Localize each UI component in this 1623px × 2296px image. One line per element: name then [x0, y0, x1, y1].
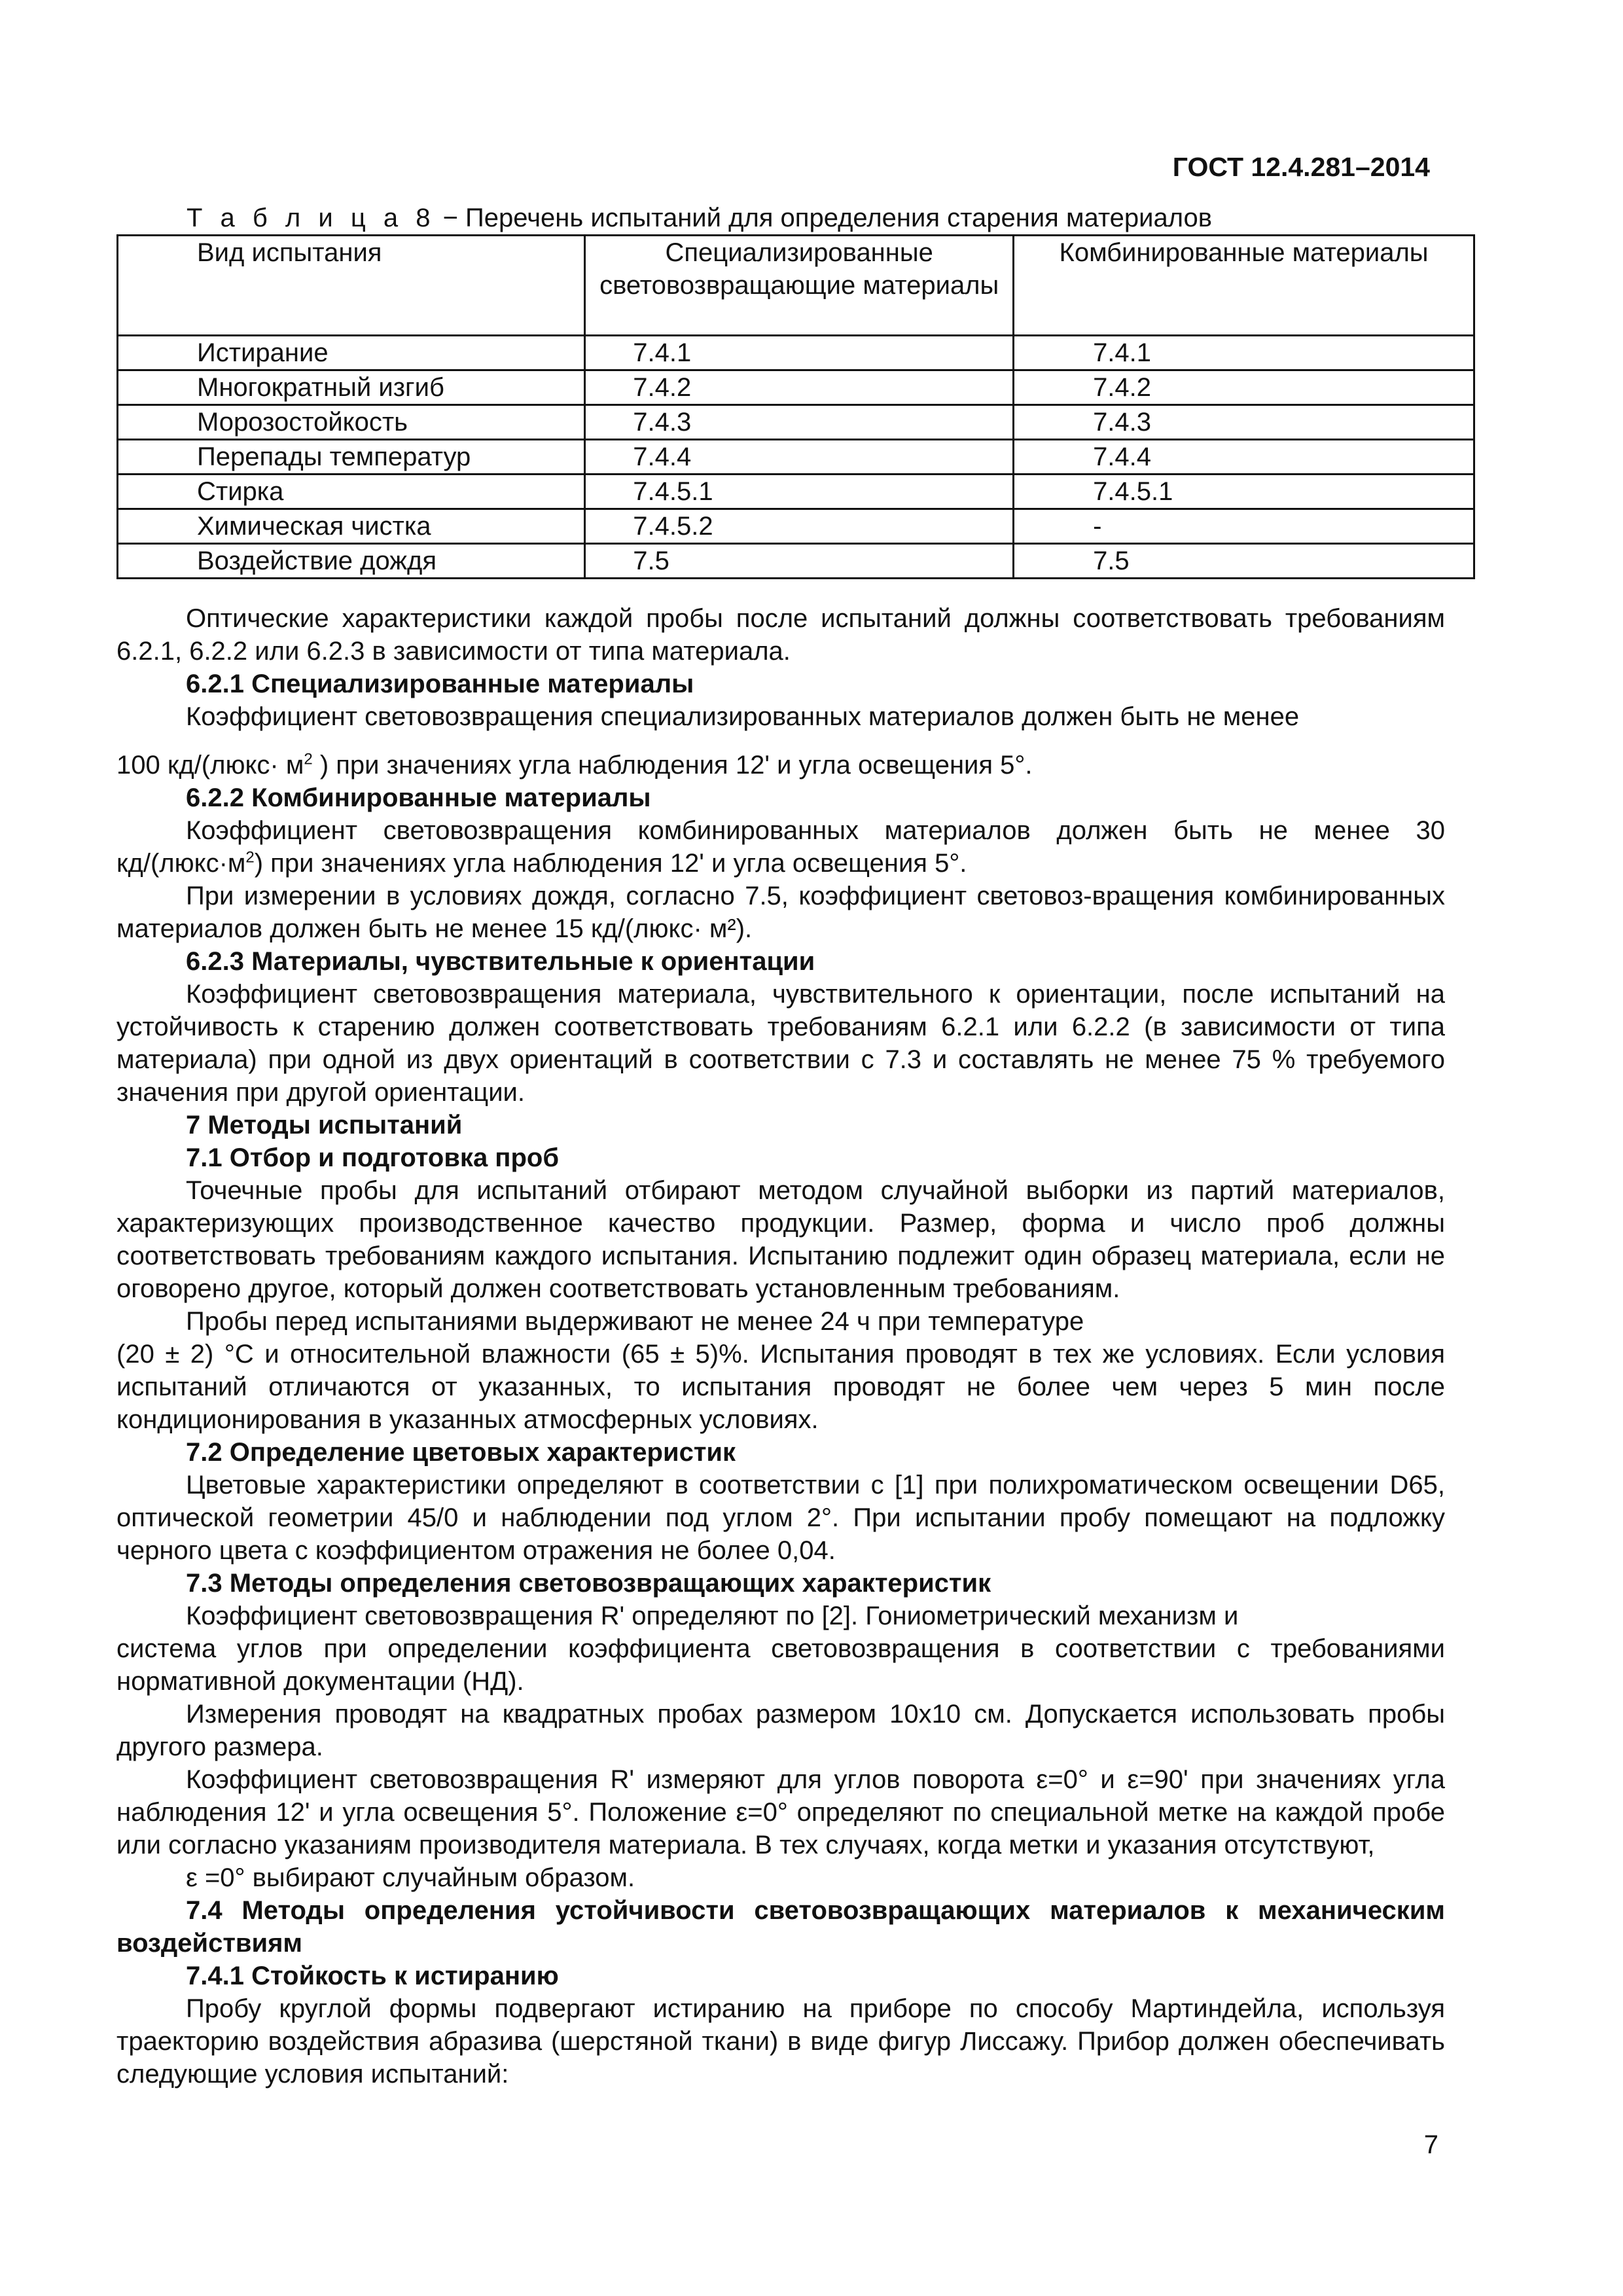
section-heading-6-2-1: 6.2.1 Специализированные материалы — [186, 670, 694, 698]
paragraph-7-3-a: Коэффициент световозвращения R' определяют по [2]. Гониометрический механизм и — [186, 1602, 1239, 1630]
column-header-specialized: Специализированные световозвращающие материалы — [585, 236, 1014, 336]
table-header-row — [118, 236, 1474, 336]
page-number: 7 — [1423, 2130, 1438, 2159]
document-body — [116, 602, 1445, 2090]
table-caption — [187, 202, 1212, 234]
aging-tests-table — [116, 234, 1475, 579]
section-heading-6-2-3: 6.2.3 Материалы, чувствительные к ориентации — [186, 947, 815, 976]
table-cell: Химическая чистка — [118, 509, 585, 544]
text-run: Коэффициент световозвращения комбинированных материалов должен быть не менее 30 кд/(люкс·м — [116, 816, 1445, 878]
table-cell: 7.5 — [585, 544, 1014, 579]
paragraph-7-3-a-cont: система углов при определении коэффициента световозвращения в соответствии с требованиями нормативной документации (НД). — [116, 1634, 1445, 1696]
table-cell: 7.4.1 — [585, 336, 1014, 370]
spacer — [116, 733, 1445, 749]
paragraph-6-2-1-b — [116, 749, 1445, 781]
section-heading-7-1: 7.1 Отбор и подготовка проб — [186, 1143, 560, 1172]
paragraph-7-1-b: Пробы перед испытаниями выдерживают не менее 24 ч при температуре — [186, 1307, 1084, 1336]
table-cell: 7.4.4 — [1014, 440, 1474, 475]
paragraph-7-1-c: (20 ± 2) °С и относительной влажности (65 ± 5)%. Испытания проводят в тех же условиях. Если условия испытаний отличаются от указанных, то испытания проводят не более чем через 5 мин после кондиционирования в указанных атмосферных условиях. — [116, 1340, 1445, 1434]
paragraph-7-4-1: Пробу круглой формы подвергают истиранию на приборе по способу Мартиндейла, используя траекторию воздействия абразива (шерстяной ткани) в виде фигур Лиссажу. Прибор должен обеспечивать следующие условия испытаний: — [116, 1994, 1445, 2089]
paragraph-optical-requirements: Оптические характеристики каждой пробы после испытаний должны соответствовать требованиям 6.2.1, 6.2.2 или 6.2.3 в зависимости от типа материала. — [116, 604, 1445, 666]
text-run: ) при значениях угла наблюдения 12' и угла освещения 5°. — [254, 849, 967, 878]
table-caption-text: − Перечень испытаний для определения старения материалов — [435, 204, 1213, 232]
text-run: 100 кд/(люкс· м — [116, 751, 304, 780]
paragraph-6-2-3: Коэффициент световозвращения материала, чувствительного к ориентации, после испытаний на устойчивость к старению должен соответствовать требованиям 6.2.1 или 6.2.2 (в зависимости от типа материала) при одной из двух ориентаций в соответствии с 7.3 и составлять не менее 75 % требуемого значения при другой ориентации. — [116, 980, 1445, 1107]
table-cell: Морозостойкость — [118, 405, 585, 440]
section-heading-7-2: 7.2 Определение цветовых характеристик — [186, 1438, 736, 1467]
table-row — [118, 440, 1474, 475]
table-cell: 7.4.2 — [1014, 370, 1474, 405]
table-cell: Перепады температур — [118, 440, 585, 475]
table-cell: Истирание — [118, 336, 585, 370]
table-cell: 7.4.1 — [1014, 336, 1474, 370]
column-header-combined: Комбинированные материалы — [1014, 236, 1474, 336]
paragraph-7-3-d: ε =0° выбирают случайным образом. — [186, 1863, 635, 1892]
table-cell: Стирка — [118, 475, 585, 509]
table-caption-label: Т а б л и ц а 8 — [187, 204, 436, 232]
table-row — [118, 336, 1474, 370]
table-cell: 7.4.4 — [585, 440, 1014, 475]
table-cell: 7.5 — [1014, 544, 1474, 579]
table-row — [118, 509, 1474, 544]
table-row — [118, 475, 1474, 509]
table-row — [118, 370, 1474, 405]
paragraph-7-3-b: Измерения проводят на квадратных пробах размером 10х10 см. Допускается использовать пробы другого размера. — [116, 1700, 1445, 1761]
table-row — [118, 544, 1474, 579]
table-row — [118, 405, 1474, 440]
section-heading-7-3: 7.3 Методы определения световозвращающих характеристик — [186, 1569, 991, 1598]
table-cell: 7.4.3 — [585, 405, 1014, 440]
section-heading-7-4: 7.4 Методы определения устойчивости световозвращающих материалов к механическим воздействиям — [116, 1896, 1445, 1958]
table-cell: 7.4.5.1 — [585, 475, 1014, 509]
paragraph-6-2-2-b: При измерении в условиях дождя, согласно 7.5, коэффициент световоз-вращения комбинированных материалов должен быть не менее 15 кд/(люкс· м²). — [116, 882, 1445, 943]
paragraph-6-2-2-a — [116, 814, 1445, 880]
superscript: 2 — [304, 750, 313, 768]
text-run: ) при значениях угла наблюдения 12' и угла освещения 5°. — [312, 751, 1033, 780]
table-cell: Многократный изгиб — [118, 370, 585, 405]
column-header-test-type: Вид испытания — [118, 236, 585, 336]
table-cell: 7.4.5.2 — [585, 509, 1014, 544]
section-heading-7: 7 Методы испытаний — [186, 1111, 463, 1139]
section-heading-6-2-2: 6.2.2 Комбинированные материалы — [186, 783, 651, 812]
table-cell: Воздействие дождя — [118, 544, 585, 579]
paragraph-7-1-a: Точечные пробы для испытаний отбирают методом случайной выборки из партий материалов, характеризующих производственное качество продукции. Размер, форма и число проб должны соответствовать требованиям каждого испытания. Испытанию подлежит один образец материала, если не оговорено другое, который должен соответствовать установленным требованиям. — [116, 1176, 1445, 1303]
document-code: ГОСТ 12.4.281–2014 — [1172, 152, 1430, 182]
table-cell: 7.4.3 — [1014, 405, 1474, 440]
table-cell: - — [1014, 509, 1474, 544]
table-cell: 7.4.2 — [585, 370, 1014, 405]
paragraph-6-2-1-a: Коэффициент световозвращения специализированных материалов должен быть не менее — [186, 702, 1300, 731]
section-heading-7-4-1: 7.4.1 Стойкость к истиранию — [186, 1962, 559, 1990]
paragraph-7-3-c: Коэффициент световозвращения R' измеряют для углов поворота ε=0° и ε=90' при значениях угла наблюдения 12' и угла освещения 5°. Положение ε=0° определяют по специальной метке на каждой пробе или согласно указаниям производителя материала. В тех случаях, когда метки и указания отсутствуют, — [116, 1765, 1445, 1859]
superscript: 2 — [245, 848, 255, 867]
table-cell: 7.4.5.1 — [1014, 475, 1474, 509]
paragraph-7-2: Цветовые характеристики определяют в соответствии с [1] при полихроматическом освещении D65, оптической геометрии 45/0 и наблюдении под углом 2°. При испытании пробу помещают на подложку черного цвета с коэффициентом отражения не более 0,04. — [116, 1471, 1445, 1565]
